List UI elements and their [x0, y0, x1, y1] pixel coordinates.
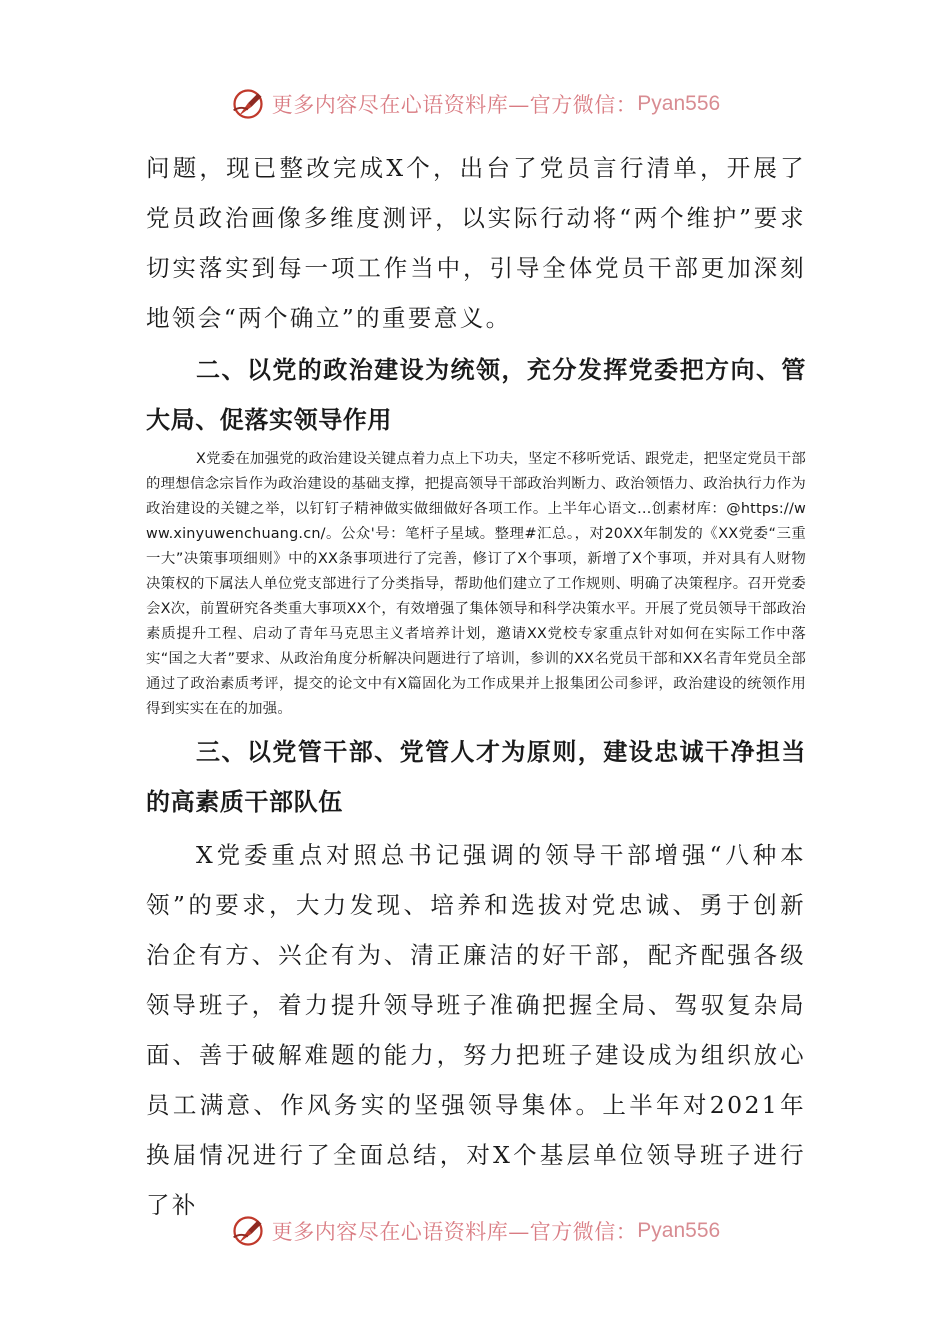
header-watermark-banner [0, 84, 950, 124]
pen-nib-logo-icon [230, 1213, 266, 1249]
paragraph-1: 问题，现已整改完成X个，出台了党员言行清单，开展了党员政治画像多维度测评，以实际行动将“两个维护”要求切实落实到每一项工作当中，引导全体党员干部更加深刻地领会“两个确立”的重要意义。 [146, 154, 806, 332]
document-body [146, 143, 806, 1230]
paragraph-2: X党委在加强党的政治建设关键点着力点上下功夫，坚定不移听党话、跟党走，把坚定党员干部的理想信念宗旨作为政治建设的基础支撑，把提高领导干部政治判断力、政治领悟力、政治执行力作为政治建设的关键之举，以钉钉子精神做实做细做好各项工作。上半年心语文…创素材库：@https://www.xinyuwenchuang.cn/。公众'号：笔杆子星域。整理#汇总。，对20XX年制发的《XX党委“三重一大”决策事项细则》中的XX条事项进行了完善，修订了X个事项，新增了X个事项，并对具有人财物决策权的下属法人单位党支部进行了分类指导，帮助他们建立了工作规则、明确了决策程序。召开党委会X次，前置研究各类重大事项XX个，有效增强了集体领导和科学决策水平。开展了党员领导干部政治素质提升工程、启动了青年马克思主义者培养计划，邀请XX党校专家重点针对如何在实际工作中落实“国之大者”要求、从政治角度分析解决问题进行了培训，参训的XX名党员干部和XX名青年党员全部通过了政治素质考评，提交的论文中有X篇固化为工作成果并上报集团公司参评，政治建设的统领作用得到实实在在的加强。 [146, 451, 806, 717]
section-heading-2: 二、以党的政治建设为统领，充分发挥党委把方向、管大局、促落实领导作用 [146, 356, 806, 434]
banner-wechat-id: Pyan556 [637, 1219, 721, 1242]
banner-wechat-id: Pyan556 [637, 92, 721, 115]
section-heading-3: 三、以党管干部、党管人才为原则，建设忠诚干净担当的高素质干部队伍 [146, 738, 806, 816]
footer-watermark-banner [0, 1211, 950, 1251]
banner-text: 更多内容尽在心语资料库—官方微信： [271, 1220, 638, 1244]
pen-nib-logo-icon [230, 86, 266, 122]
banner-text: 更多内容尽在心语资料库—官方微信： [271, 93, 638, 117]
paragraph-3: X党委重点对照总书记强调的领导干部增强“八种本领”的要求，大力发现、培养和选拔对党忠诚、勇于创新治企有方、兴企有为、清正廉洁的好干部，配齐配强各级领导班子，着力提升领导班子准确把握全局、驾驭复杂局面、善于破解难题的能力，努力把班子建设成为组织放心员工满意、作风务实的坚强领导集体。上半年对2021年换届情况进行了全面总结，对X个基层单位领导班子进行了补 [146, 841, 806, 1219]
